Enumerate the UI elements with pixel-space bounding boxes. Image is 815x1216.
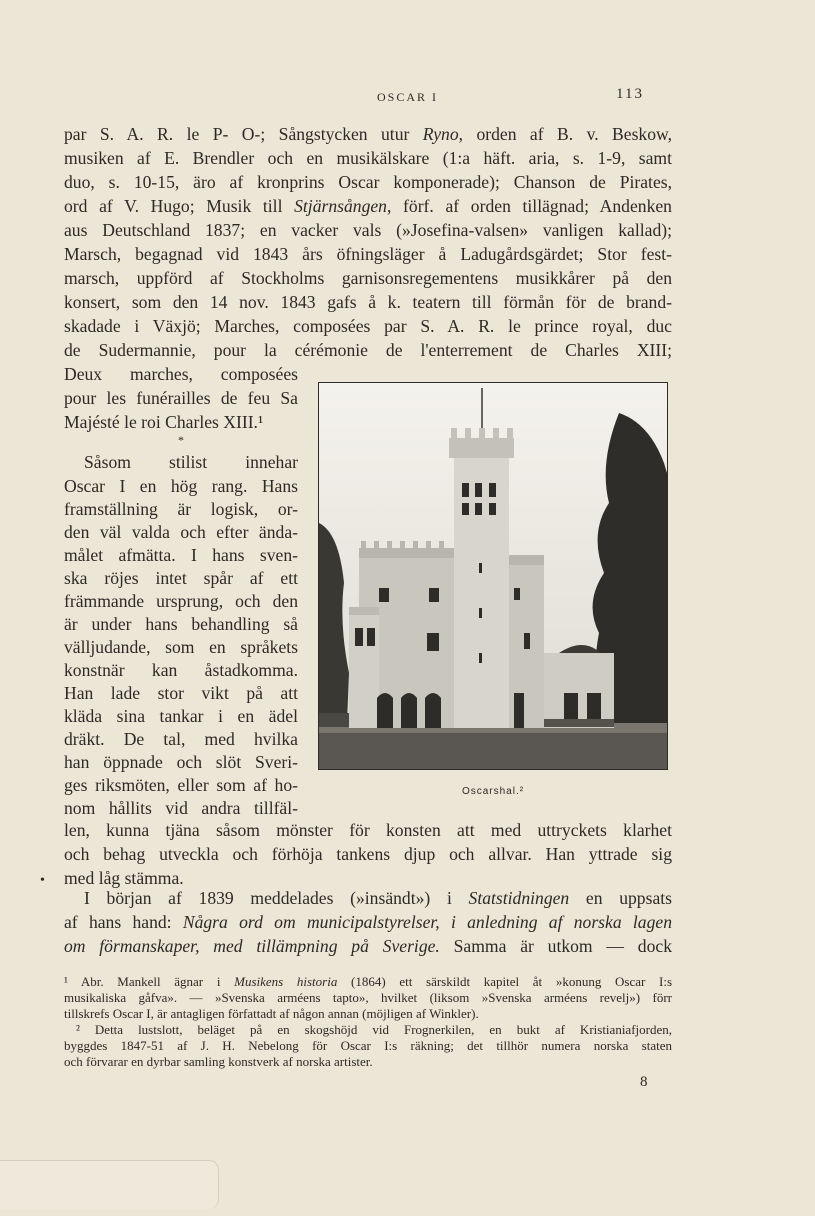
oscarshal-photograph <box>318 382 668 770</box>
section-divider-asterisk: * <box>178 433 184 447</box>
text-line: skadade i Växjö; Marches, composées par S. A. R. le prince royal, duc <box>64 316 672 336</box>
page-number: 113 <box>616 86 644 102</box>
text-line: om förmanskaper, med tillämpning på Sverige. Samma är utkom — dock <box>64 936 672 956</box>
text-line: Oscar I en hög rang. Hans <box>64 476 298 496</box>
text-line: pour les funérailles de feu Sa <box>64 388 298 408</box>
signature-mark: 8 <box>640 1074 648 1090</box>
text-line: han öppnade och slöt Sveri- <box>64 752 298 772</box>
text-line: ges riksmöten, eller som af ho- <box>64 775 298 795</box>
text-line: är under hans behandling så <box>64 614 298 634</box>
text-line: framställning är logisk, or- <box>64 499 298 519</box>
text-line: de Sudermannie, pour la cérémonie de l'enterrement de Charles XIII; <box>64 340 672 360</box>
footnote-line: byggdes 1847-51 af J. H. Nebelong för Oscar I:s räkning; det tillhör numera norska staten <box>64 1038 672 1053</box>
text-line: kläda sina tankar i en ädel <box>64 706 298 726</box>
text-line: målet afmätta. I hans sven- <box>64 545 298 565</box>
text-line: Marsch, begagnad vid 1843 års öfningsläger å Ladugårdsgärdet; Stor fest- <box>64 244 672 264</box>
text-line: konstnär kan åstadkomma. <box>64 660 298 680</box>
text-line: len, kunna tjäna såsom mönster för konsten att med uttryckets klarhet <box>64 820 672 840</box>
running-header: OSCAR I <box>376 90 438 104</box>
castle-illustration <box>319 383 667 769</box>
text-line: ska röjes intet spår af ett <box>64 568 298 588</box>
text-line: välljudande, som en språkets <box>64 637 298 657</box>
text-line: ord af V. Hugo; Musik till Stjärnsången, förf. af orden tillägnad; Andenken <box>64 196 672 216</box>
text-line: I början af 1839 meddelades (»insändt») i Statstidningen en uppsats <box>84 888 672 908</box>
text-line: duo, s. 10-15, äro af kronprins Oscar komponerade); Chanson de Pirates, <box>64 172 672 192</box>
text-line: Deux marches, composées <box>64 364 298 384</box>
text-line: Såsom stilist innehar <box>84 452 298 472</box>
text-line: dräkt. De tal, med hvilka <box>64 729 298 749</box>
text-line: med låg stämma. <box>64 868 184 888</box>
text-line: marsch, uppförd af Stockholms garnisonsregementens musikkårer på den <box>64 268 672 288</box>
text-line: nom hållits vid andra tillfäl- <box>64 798 298 818</box>
footnote-line: musikaliska gåfva». — »Svenska arméens tapto», hvilket (liksom »Svenska arméens revelj») förr <box>64 990 672 1005</box>
text-line: främmande ursprung, och den <box>64 591 298 611</box>
figure-caption: Oscarshal.² <box>461 786 525 797</box>
footnote-line: och förvarar en dyrbar samling konstverk af norska artister. <box>64 1054 373 1069</box>
footnote-line: tillskrefs Oscar I, är antagligen författadt af någon annan (möjligen af Winkler). <box>64 1006 479 1021</box>
text-line: den väl valda och efter ända- <box>64 522 298 542</box>
text-line: Majésté le roi Charles XIII.¹ <box>64 412 264 432</box>
text-line: Han lade stor vikt på att <box>64 683 298 703</box>
text-line: och behag utveckla och förhöja tankens djup och allvar. Han yttrade sig <box>64 844 672 864</box>
text-line: musiken af E. Brendler och en musikälskare (1:a häft. aria, s. 1-9, samt <box>64 148 672 168</box>
text-line: aus Deutschland 1837; en vacker vals (»Josefina-valsen» vanligen kallad); <box>64 220 672 240</box>
margin-mark: • <box>40 873 45 888</box>
text-line: par S. A. R. le P- O-; Sångstycken utur Ryno, orden af B. v. Beskow, <box>64 124 672 144</box>
footnote-line: ¹ Abr. Mankell ägnar i Musikens historia (1864) ett särskildt kapitel åt »konung Oscar I:s <box>64 974 672 989</box>
text-line: konsert, som den 14 nov. 1843 gafs å k. teatern till förmån för de brand- <box>64 292 672 312</box>
page-edge-shadow <box>0 1160 219 1209</box>
text-line: af hans hand: Några ord om municipalstyrelser, i anledning af norska lagen <box>64 912 672 932</box>
footnote-line: ² Detta lustslott, beläget på en skogshöjd vid Frognerkilen, en bukt af Kristianiafjorden, <box>76 1022 672 1037</box>
